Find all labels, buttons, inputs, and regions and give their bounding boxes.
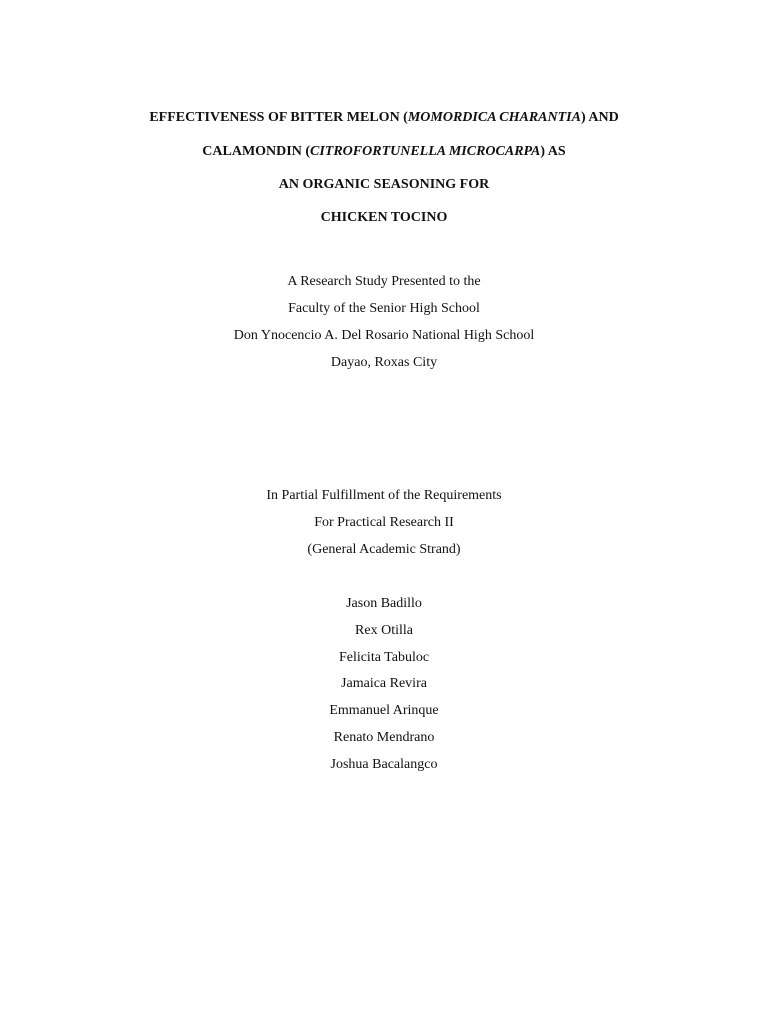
- author-name: Jason Badillo: [346, 596, 422, 611]
- title-text: EFFECTIVENESS OF BITTER MELON (: [149, 110, 408, 125]
- fulfillment-line: (General Academic Strand): [307, 542, 461, 557]
- author-name: Felicita Tabuloc: [338, 650, 430, 665]
- title-text: ) AS: [540, 144, 566, 159]
- scientific-name: CITROFORTUNELLA MICROCARPA: [310, 144, 541, 159]
- title-text: CALAMONDIN (: [202, 144, 310, 159]
- presentation-line: A Research Study Presented to the: [287, 274, 481, 289]
- title-line-3: AN ORGANIC SEASONING FOR: [278, 177, 490, 192]
- fulfillment-line: For Practical Research II: [314, 515, 454, 530]
- author-name: Emmanuel Arinque: [329, 703, 439, 718]
- title-line-1: [0, 109, 768, 127]
- presentation-line: Dayao, Roxas City: [330, 355, 438, 370]
- scientific-name: MOMORDICA CHARANTIA: [407, 110, 581, 125]
- fulfillment-line: In Partial Fulfillment of the Requirements: [266, 488, 502, 503]
- presentation-line: Don Ynocencio A. Del Rosario National High School: [233, 328, 535, 343]
- title-line-4: CHICKEN TOCINO: [320, 210, 448, 225]
- author-name: Rex Otilla: [355, 623, 413, 638]
- author-name: Renato Mendrano: [333, 730, 435, 745]
- author-name: Joshua Bacalangco: [330, 757, 438, 772]
- title-line-2: [0, 143, 768, 161]
- presentation-line: Faculty of the Senior High School: [288, 301, 480, 316]
- author-name: Jamaica Revira: [341, 676, 427, 691]
- title-text: ) AND: [580, 110, 619, 125]
